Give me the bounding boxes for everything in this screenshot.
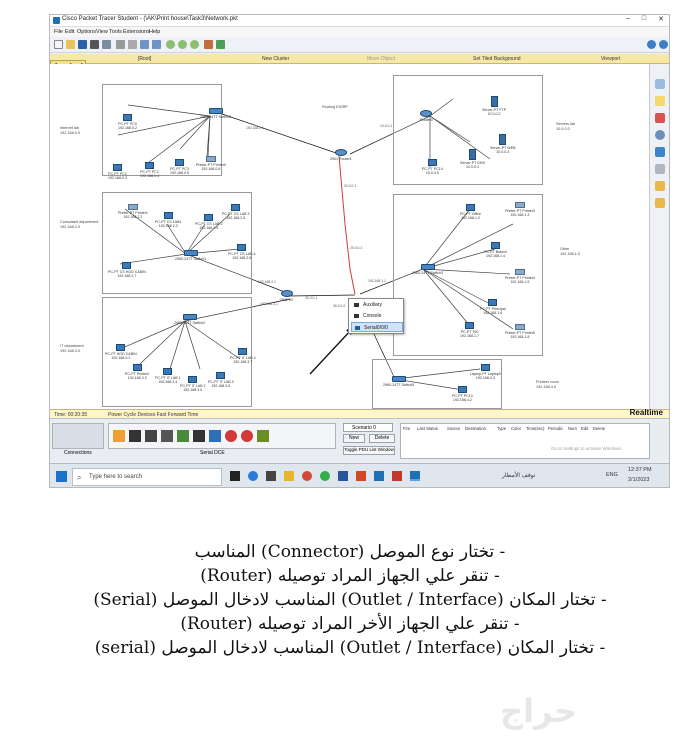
device-cs-lab1[interactable] (155, 212, 182, 228)
link-ip: 30.0.0.2 (333, 304, 346, 308)
zone-name: Consultant department (60, 220, 99, 224)
packet-tracer-screenshot (49, 14, 670, 488)
printer-icon (515, 202, 525, 208)
link-ip: 20.0.0.2 (350, 246, 363, 250)
device-ip: 192.168.3.4 (158, 380, 178, 384)
device-label: 2901 Router1 (330, 157, 352, 161)
straight-through-icon[interactable] (145, 430, 157, 442)
device-label: PC-PT Office (460, 212, 482, 216)
col-destination: Destination (465, 426, 486, 431)
save-icon[interactable] (78, 40, 87, 49)
search-icon: ⌕ (77, 473, 82, 482)
col-type: Type (497, 426, 507, 431)
device-label: PC-PT CS HOD CABIN (108, 270, 146, 274)
move-object-button[interactable]: Move Object (367, 56, 396, 62)
device-ip: 192.168.3.2 (111, 356, 131, 360)
pc-icon (466, 204, 475, 211)
router-icon (335, 149, 347, 156)
device-server-ftp[interactable] (482, 96, 506, 116)
clock-date: 2/1/2023 (628, 477, 650, 483)
device-ip: 192.168.2.7 (117, 274, 137, 278)
menu-edit[interactable]: Edit (65, 29, 75, 35)
device-ip: 192.168.0.6 (201, 167, 221, 171)
device-router-r2[interactable] (280, 290, 293, 302)
menu-item-console[interactable] (351, 311, 403, 321)
logical-workspace[interactable] (50, 64, 650, 409)
device-ip: 192.168.3.6 (211, 384, 231, 388)
delete-scenario-button[interactable]: Delete (369, 434, 395, 443)
device-ip: 192.168.3.5 (183, 388, 203, 392)
zone-label (60, 126, 80, 135)
col-periodic: Periodic (548, 426, 564, 431)
device-server-web[interactable] (490, 134, 516, 154)
auto-connection-icon[interactable] (113, 430, 125, 442)
switch-icon (209, 108, 223, 114)
device-label: 2960-24TT Switch0 (200, 115, 232, 119)
device-ip: 192.168.0.4 (140, 174, 159, 178)
serial-dce-icon[interactable] (225, 430, 237, 442)
custom-device-icon[interactable] (216, 40, 225, 49)
instruction-step: - تختار المكان (Outlet / Interface) المناسب لادخال الموصل (Serial) (93, 590, 607, 610)
zone-label (60, 344, 84, 353)
port-icon (354, 314, 359, 318)
pc-icon (465, 322, 474, 329)
device-label: Printer-PT Printer4 (505, 276, 535, 280)
device-label: PC-PT Printer2 (125, 372, 150, 376)
port-icon (354, 303, 359, 307)
pc-icon (122, 262, 131, 269)
device-label: PC-PT IT LAB 4 (230, 356, 256, 360)
viewport-button[interactable]: Viewport (601, 56, 621, 62)
pc-icon (237, 244, 246, 251)
set-tiled-background-button[interactable]: Set Tiled Background (473, 56, 521, 62)
link-ip: 192.168.0.1 (246, 126, 264, 130)
phone-cable-icon[interactable] (193, 430, 205, 442)
device-label: PC-PT PC2 (140, 170, 159, 174)
device-label: PC-PT HOD CABIN (105, 352, 137, 356)
device-t00[interactable] (460, 322, 479, 338)
device-cs-lab2[interactable] (195, 214, 223, 230)
pc-icon (204, 214, 213, 221)
device-label: Printer-PT Printer1 (118, 211, 148, 215)
resize-shape-icon[interactable] (655, 147, 665, 157)
add-complex-pdu-icon[interactable] (655, 198, 665, 208)
instruction-step: - تختار المكان (Outlet / Interface) المناسب لادخال الموصل (serial) (94, 638, 606, 658)
device-ip: 192.168.0.5 (170, 171, 189, 175)
device-label: 2960-24TT Switch2 (174, 321, 206, 325)
zone-label (536, 380, 559, 389)
zoom-in-icon[interactable] (166, 40, 175, 49)
device-label: Router0 (420, 118, 433, 122)
drawing-palette-icon[interactable] (204, 40, 213, 49)
pc-icon (116, 344, 125, 351)
search-placeholder: Type here to search (89, 474, 143, 480)
workspace-nav-bar (50, 54, 669, 64)
zone-name: Internet lab (60, 126, 79, 130)
device-label: PC-PT CS LAB1 (155, 220, 182, 224)
instruction-step: - تختار نوع الموصل (Connector) المناسب (194, 542, 506, 562)
server-icon (469, 149, 476, 160)
pc-icon (488, 299, 497, 306)
console-cable-icon[interactable] (129, 430, 141, 442)
device-ip: 10.0.0.4 (496, 150, 510, 154)
whatsapp-icon[interactable] (320, 471, 330, 481)
new-cluster-button[interactable]: New Cluster (262, 56, 290, 62)
toggle-pdu-list-button[interactable]: Toggle PDU List Window (343, 446, 395, 455)
select-icon[interactable] (655, 79, 665, 89)
language-indicator[interactable]: ENG (606, 472, 618, 478)
device-printer1[interactable] (118, 204, 148, 219)
device-switch3[interactable] (412, 264, 443, 275)
printer-icon (515, 269, 525, 275)
menu-item-label: Serial0/0/0 (364, 325, 388, 331)
device-switch1[interactable] (175, 250, 206, 261)
printer-icon (515, 324, 525, 330)
device-label: Server-PT FTP (482, 108, 507, 112)
zone-net: 192.168.2.0 (60, 224, 81, 229)
pc-icon (231, 204, 240, 211)
device-ip: 192.168.2.2 (123, 215, 143, 219)
device-label: PC-PT Principal (480, 307, 506, 311)
pc-icon (113, 164, 122, 171)
chrome-icon[interactable] (302, 471, 312, 481)
menu-extensions[interactable]: Extensions (123, 29, 150, 35)
device-label: Server-PT DNS (460, 161, 485, 165)
pc-icon (188, 376, 197, 383)
device-label: PC-PT PC1 (108, 172, 127, 176)
zone-net: 192.168.1.0 (560, 251, 581, 256)
clock-time: 12:37 PM (628, 467, 652, 473)
menu-tools[interactable]: Tools (109, 29, 122, 35)
delete-icon[interactable] (655, 113, 665, 123)
menu-bar (50, 27, 669, 37)
pc-icon (164, 212, 173, 219)
col-source: Source (447, 426, 461, 431)
minimize-icon[interactable]: – (626, 15, 630, 22)
zone-net: 10.0.0.0 (556, 126, 570, 131)
device-label: Printer-PT Printer0 (196, 163, 226, 167)
device-printer2[interactable] (125, 364, 149, 380)
packet-tracer-taskbar-icon[interactable] (410, 471, 420, 481)
pc-icon (216, 372, 225, 379)
serial-cable (339, 156, 355, 294)
windows-taskbar (50, 463, 669, 488)
router-icon (281, 290, 293, 297)
toolbar (50, 37, 669, 53)
zone-name: Other (560, 247, 570, 251)
printer-icon (206, 156, 216, 162)
octal-icon[interactable] (257, 430, 269, 442)
redo-icon[interactable] (152, 40, 161, 49)
new-file-icon[interactable] (54, 40, 63, 49)
scenario-select[interactable]: Scenario 0 (343, 423, 393, 432)
cable (222, 114, 339, 154)
task-view-icon[interactable] (230, 471, 240, 481)
device-ip: 192.168.4.2 (452, 398, 472, 402)
col-delete: Delete (593, 426, 606, 431)
device-printer4[interactable] (505, 269, 535, 284)
server-icon (499, 134, 506, 145)
info-icon[interactable] (659, 40, 668, 49)
device-it-lab2[interactable] (180, 376, 206, 392)
menu-help[interactable]: Help (149, 29, 161, 35)
switch-icon (183, 314, 197, 320)
device-principal[interactable] (480, 299, 506, 315)
cable (290, 295, 355, 296)
right-tool-bar (650, 64, 670, 409)
zoom-out-icon[interactable] (190, 40, 199, 49)
menu-item-label: Auxiliary (363, 302, 382, 308)
link-ip: 30.0.0.1 (305, 296, 318, 300)
acrobat-icon[interactable] (392, 471, 402, 481)
device-ip: 192.168.3.7 (233, 360, 253, 364)
col-fire: Fire (403, 426, 411, 431)
device-label: PC-PT PC14 (422, 167, 443, 171)
device-label: 2960-24TT Switch1 (175, 257, 207, 261)
pc-icon (175, 159, 184, 166)
menu-view[interactable]: View (96, 29, 108, 35)
device-ip: 192.168.2.4 (199, 226, 219, 230)
fiber-icon[interactable] (177, 430, 189, 442)
inspect-icon[interactable] (655, 130, 665, 140)
close-icon[interactable]: ✕ (658, 16, 664, 23)
device-label: PC-PT CS LAB 3 (222, 212, 250, 216)
connections-label: Connections (64, 450, 92, 456)
device-label: PC-PT IT LAB 2 (180, 384, 206, 388)
annotation-arrow (310, 329, 352, 374)
device-cs-lab3[interactable] (222, 204, 250, 220)
device-ip: 192.168.0.2 (118, 126, 137, 130)
cable-type-label: Serial DCE (200, 450, 225, 456)
zone-name: Servers lab (556, 122, 576, 126)
interface-context-menu (348, 298, 404, 334)
link-ip: 192.168.2.1 (258, 280, 276, 284)
device-label: Printer-PT Printer5 (505, 331, 535, 335)
draw-icon[interactable] (655, 164, 665, 174)
device-label: Printer-PT Printer3 (505, 209, 535, 213)
col-color: Color (511, 426, 522, 431)
device-ip: 192.168.1.5 (510, 280, 530, 284)
device-ip: 10.0.0.3 (465, 165, 479, 169)
new-scenario-button[interactable]: New (343, 434, 365, 443)
device-pc2[interactable] (140, 162, 159, 178)
link-ip: 20.0.0.1 (344, 184, 357, 188)
device-branch[interactable] (484, 242, 507, 258)
device-cs-hod-cabin[interactable] (108, 262, 146, 278)
link-ip: 192.168.1.1 (368, 279, 386, 283)
status-bar (50, 409, 669, 418)
menu-file[interactable]: File (54, 29, 63, 35)
packet-tracer-icon (53, 17, 60, 24)
print-icon[interactable] (90, 40, 99, 49)
device-cs-lab4[interactable] (228, 244, 256, 260)
device-ip: 192.168.1.3 (510, 213, 530, 217)
laptop-icon (481, 364, 490, 371)
open-folder-icon[interactable] (66, 40, 75, 49)
device-office[interactable] (460, 204, 481, 220)
coaxial-icon[interactable] (209, 430, 221, 442)
instruction-step: - تنقر علي الجهاز الأخر المراد توصيله (Router) (180, 614, 520, 634)
word-icon[interactable] (338, 471, 348, 481)
device-ip: 192.168.3.3 (127, 376, 147, 380)
device-label: 2911 R2 (280, 298, 294, 302)
device-ip: 192.168.1.7 (460, 334, 479, 338)
cross-over-icon[interactable] (161, 430, 173, 442)
zone-name: Printers room (536, 380, 559, 384)
pc-icon (123, 114, 132, 121)
device-ip: 192.168.1.6 (483, 311, 503, 315)
pc-icon (163, 368, 172, 375)
pc-icon (145, 162, 154, 169)
weather-text: توقف الأمطار (502, 473, 536, 479)
device-pc0[interactable] (118, 114, 137, 130)
device-label: PC-PT IT LAB 1 (155, 376, 181, 380)
zone-label (560, 247, 580, 256)
device-ip: 10.0.0.2 (487, 112, 501, 116)
device-label: Server-PT WEB (490, 146, 516, 150)
device-switch2[interactable] (174, 314, 205, 325)
zone-net: 192.168.4.0 (536, 384, 557, 389)
device-category-box[interactable] (52, 423, 104, 449)
time-display: Time: 00:20:35 (54, 412, 88, 418)
device-ip: 192.168.0.3 (108, 176, 127, 180)
link-ip: 10.0.0.1 (380, 124, 393, 128)
device-router0[interactable] (420, 110, 433, 122)
menu-item-label: Console (363, 313, 382, 319)
device-label: PC-PT IT LAB 3 (208, 380, 234, 384)
device-ip: 10.0.0.5 (425, 171, 439, 175)
menu-item-auxiliary[interactable] (351, 300, 403, 310)
router-icon (420, 110, 432, 117)
activate-windows-notice: Go to Settings to activate Windows. (551, 446, 623, 451)
title-bar (50, 15, 669, 27)
pc-icon (491, 242, 500, 249)
file-explorer-icon[interactable] (284, 471, 294, 481)
routing-label: Routing EIGRP (322, 105, 348, 109)
zone-name: IT department (60, 344, 84, 348)
zone-label (556, 122, 575, 131)
pc-icon (238, 348, 247, 355)
col-time: Time(sec) (526, 426, 545, 431)
pc-icon (133, 364, 142, 371)
maximize-icon[interactable]: □ (641, 15, 647, 22)
switch-icon (421, 264, 435, 270)
device-ip: 192.168.1.4 (486, 254, 506, 258)
device-hod-cabin[interactable] (105, 344, 137, 360)
device-pc3[interactable] (170, 159, 189, 175)
switch-icon (392, 376, 406, 382)
device-label: 2960-24TT Switch5 (383, 383, 415, 387)
help-icon[interactable] (647, 40, 656, 49)
device-ip: 192.168.2.3 (158, 224, 178, 228)
zone-label (60, 220, 98, 229)
device-it-lab1[interactable] (155, 368, 181, 384)
device-server-dns[interactable] (460, 149, 485, 169)
activity-wizard-icon[interactable] (102, 40, 111, 49)
device-it-lab3[interactable] (208, 372, 234, 388)
realtime-mode[interactable]: Realtime (629, 408, 663, 417)
power-cycle-button[interactable]: Power Cycle Devices Fast Forward Time (108, 412, 199, 418)
menu-item-serial[interactable] (351, 322, 403, 332)
device-pc1[interactable] (108, 164, 127, 180)
instruction-step: - تنقر علي الجهاز المراد توصيله (Router) (200, 566, 500, 586)
device-label: PC-PT Branch (484, 250, 508, 254)
col-num: Num (568, 426, 577, 431)
device-label: PC-PT T00 (460, 330, 479, 334)
printer-icon (128, 204, 138, 210)
link-ip: 192.168.3.1 (260, 302, 278, 306)
zoom-reset-icon[interactable] (178, 40, 187, 49)
device-it-lab4[interactable] (230, 348, 256, 364)
serial-dte-icon[interactable] (241, 430, 253, 442)
device-ip: 192.168.2.5 (226, 216, 246, 220)
store-icon[interactable] (266, 471, 276, 481)
note-icon[interactable] (655, 96, 665, 106)
col-last-status: Last Status (417, 426, 438, 431)
device-label: 2960-24TT Switch3 (412, 271, 444, 275)
device-label: PC-PT CS LAB 4 (228, 252, 256, 256)
pc-icon (428, 159, 437, 166)
col-edit: Edit (581, 426, 589, 431)
device-label: PC-PT PC10 (452, 394, 473, 398)
search-box[interactable] (72, 468, 222, 486)
serial-port-icon (355, 326, 360, 330)
device-pc10[interactable] (452, 386, 473, 402)
device-label: PC-PT CS LAB 2 (195, 222, 223, 226)
device-ip: 192.168.2.6 (232, 256, 252, 260)
window-title: Cisco Packet Tracer Student - (\AK\Print house\Task3\Network.pkt (62, 16, 238, 22)
edge-icon[interactable] (248, 471, 258, 481)
device-label: PC-PT PC3 (170, 167, 189, 171)
cable-types-box (108, 423, 336, 449)
device-printer5[interactable] (505, 324, 535, 339)
zone-net: 192.168.0.0 (60, 130, 81, 135)
device-ip: 192.168.4.3 (475, 376, 495, 380)
device-printer0[interactable] (196, 156, 226, 171)
watermark-logo: حراج (500, 692, 577, 730)
switch-icon (184, 250, 198, 256)
undo-icon[interactable] (140, 40, 149, 49)
zone-net: 192.168.3.0 (60, 348, 81, 353)
windows-start-icon[interactable] (56, 471, 67, 482)
server-icon (491, 96, 498, 107)
device-printer3[interactable] (505, 202, 535, 217)
device-ip: 192.168.1.8 (510, 335, 530, 339)
device-label: PC-PT PC0 (118, 122, 137, 126)
device-switch0[interactable] (200, 108, 231, 119)
device-label: Laptop-PT Laptop0 (470, 372, 501, 376)
device-pc14[interactable] (422, 159, 443, 175)
copy-icon[interactable] (116, 40, 125, 49)
menu-options[interactable]: Options (77, 29, 96, 35)
device-router1[interactable] (330, 149, 352, 161)
device-ip: 192.168.1.2 (461, 216, 481, 220)
add-simple-pdu-icon[interactable] (655, 181, 665, 191)
teams-icon[interactable] (374, 471, 384, 481)
device-switch5[interactable] (383, 376, 414, 387)
device-selection-panel (50, 418, 669, 462)
paste-icon[interactable] (128, 40, 137, 49)
pdu-list-table (400, 423, 650, 459)
device-laptop0[interactable] (470, 364, 501, 380)
instruction-list (0, 540, 700, 660)
root-button[interactable]: [Root] (138, 56, 152, 62)
powerpoint-icon[interactable] (356, 471, 366, 481)
pc-icon (458, 386, 467, 393)
